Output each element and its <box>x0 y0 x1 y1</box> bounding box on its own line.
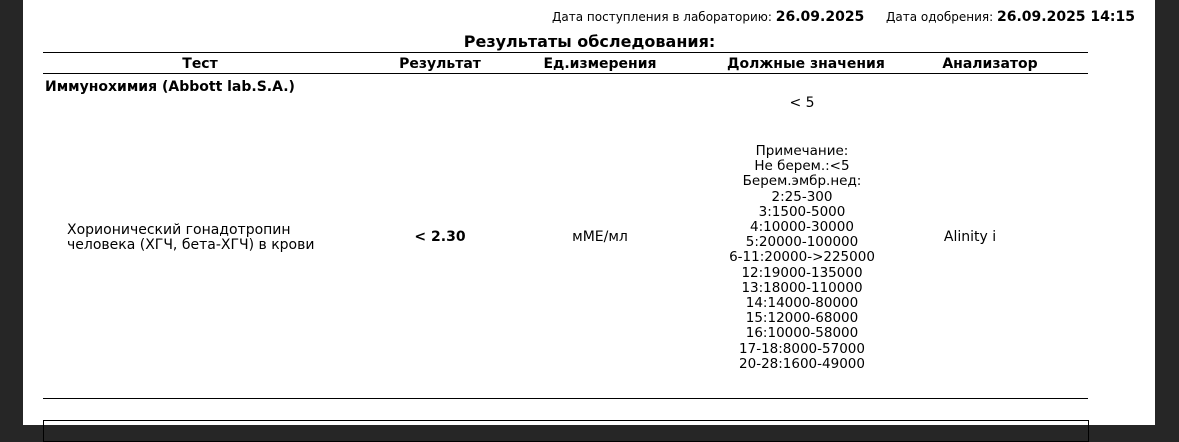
column-header-analyzer: Анализатор <box>942 56 1038 72</box>
note-line: 17-18:8000-57000 <box>739 340 865 357</box>
received-date: 26.09.2025 <box>775 9 865 25</box>
note-line: Берем.эмбр.нед: <box>742 173 862 190</box>
reference-value: < 5 <box>789 95 815 111</box>
note-line: 4:10000-30000 <box>750 219 854 236</box>
column-header-unit: Ед.измерения <box>543 56 657 72</box>
table-top-rule <box>43 52 1088 53</box>
note-line: 14:14000-80000 <box>745 295 859 312</box>
page-title: Результаты обследования: <box>463 32 716 51</box>
analyzer-value: Alinity i <box>943 229 997 245</box>
test-name-line: Хорионический гонадотропин <box>67 222 291 238</box>
approved-label: Дата одобрения: <box>885 10 994 24</box>
unit-value: мМЕ/мл <box>572 229 628 245</box>
column-header-test: Тест <box>182 56 218 72</box>
section-title: Иммунохимия (Abbott lab.S.A.) <box>45 79 295 95</box>
dates-line <box>552 9 1135 25</box>
note-line: 12:19000-135000 <box>741 264 863 281</box>
note-line: 2:25-300 <box>771 188 833 205</box>
footer-box <box>43 420 1089 442</box>
table-bottom-rule <box>43 398 1088 399</box>
note-line: 16:10000-58000 <box>745 325 859 342</box>
result-value: < 2.30 <box>414 229 466 245</box>
note-line: Примечание: <box>755 143 849 159</box>
received-label: Дата поступления в лабораторию: <box>552 10 772 24</box>
note-line: 3:1500-5000 <box>758 203 846 220</box>
reference-note <box>702 144 902 372</box>
note-line: 5:20000-100000 <box>745 234 859 251</box>
table-header-rule <box>43 73 1088 74</box>
note-line: Не берем.:<5 <box>754 158 850 175</box>
note-line: 15:12000-68000 <box>745 310 859 327</box>
column-header-result: Результат <box>399 56 481 72</box>
note-line: 13:18000-110000 <box>741 279 863 296</box>
note-line: 20-28:1600-49000 <box>739 355 865 372</box>
approved-date: 26.09.2025 14:15 <box>996 9 1135 25</box>
test-name-line: человека (ХГЧ, бета-ХГЧ) в крови <box>67 237 315 253</box>
test-name <box>67 223 314 253</box>
note-line: 6-11:20000->225000 <box>729 249 875 266</box>
column-header-reference: Должные значения <box>727 56 885 72</box>
